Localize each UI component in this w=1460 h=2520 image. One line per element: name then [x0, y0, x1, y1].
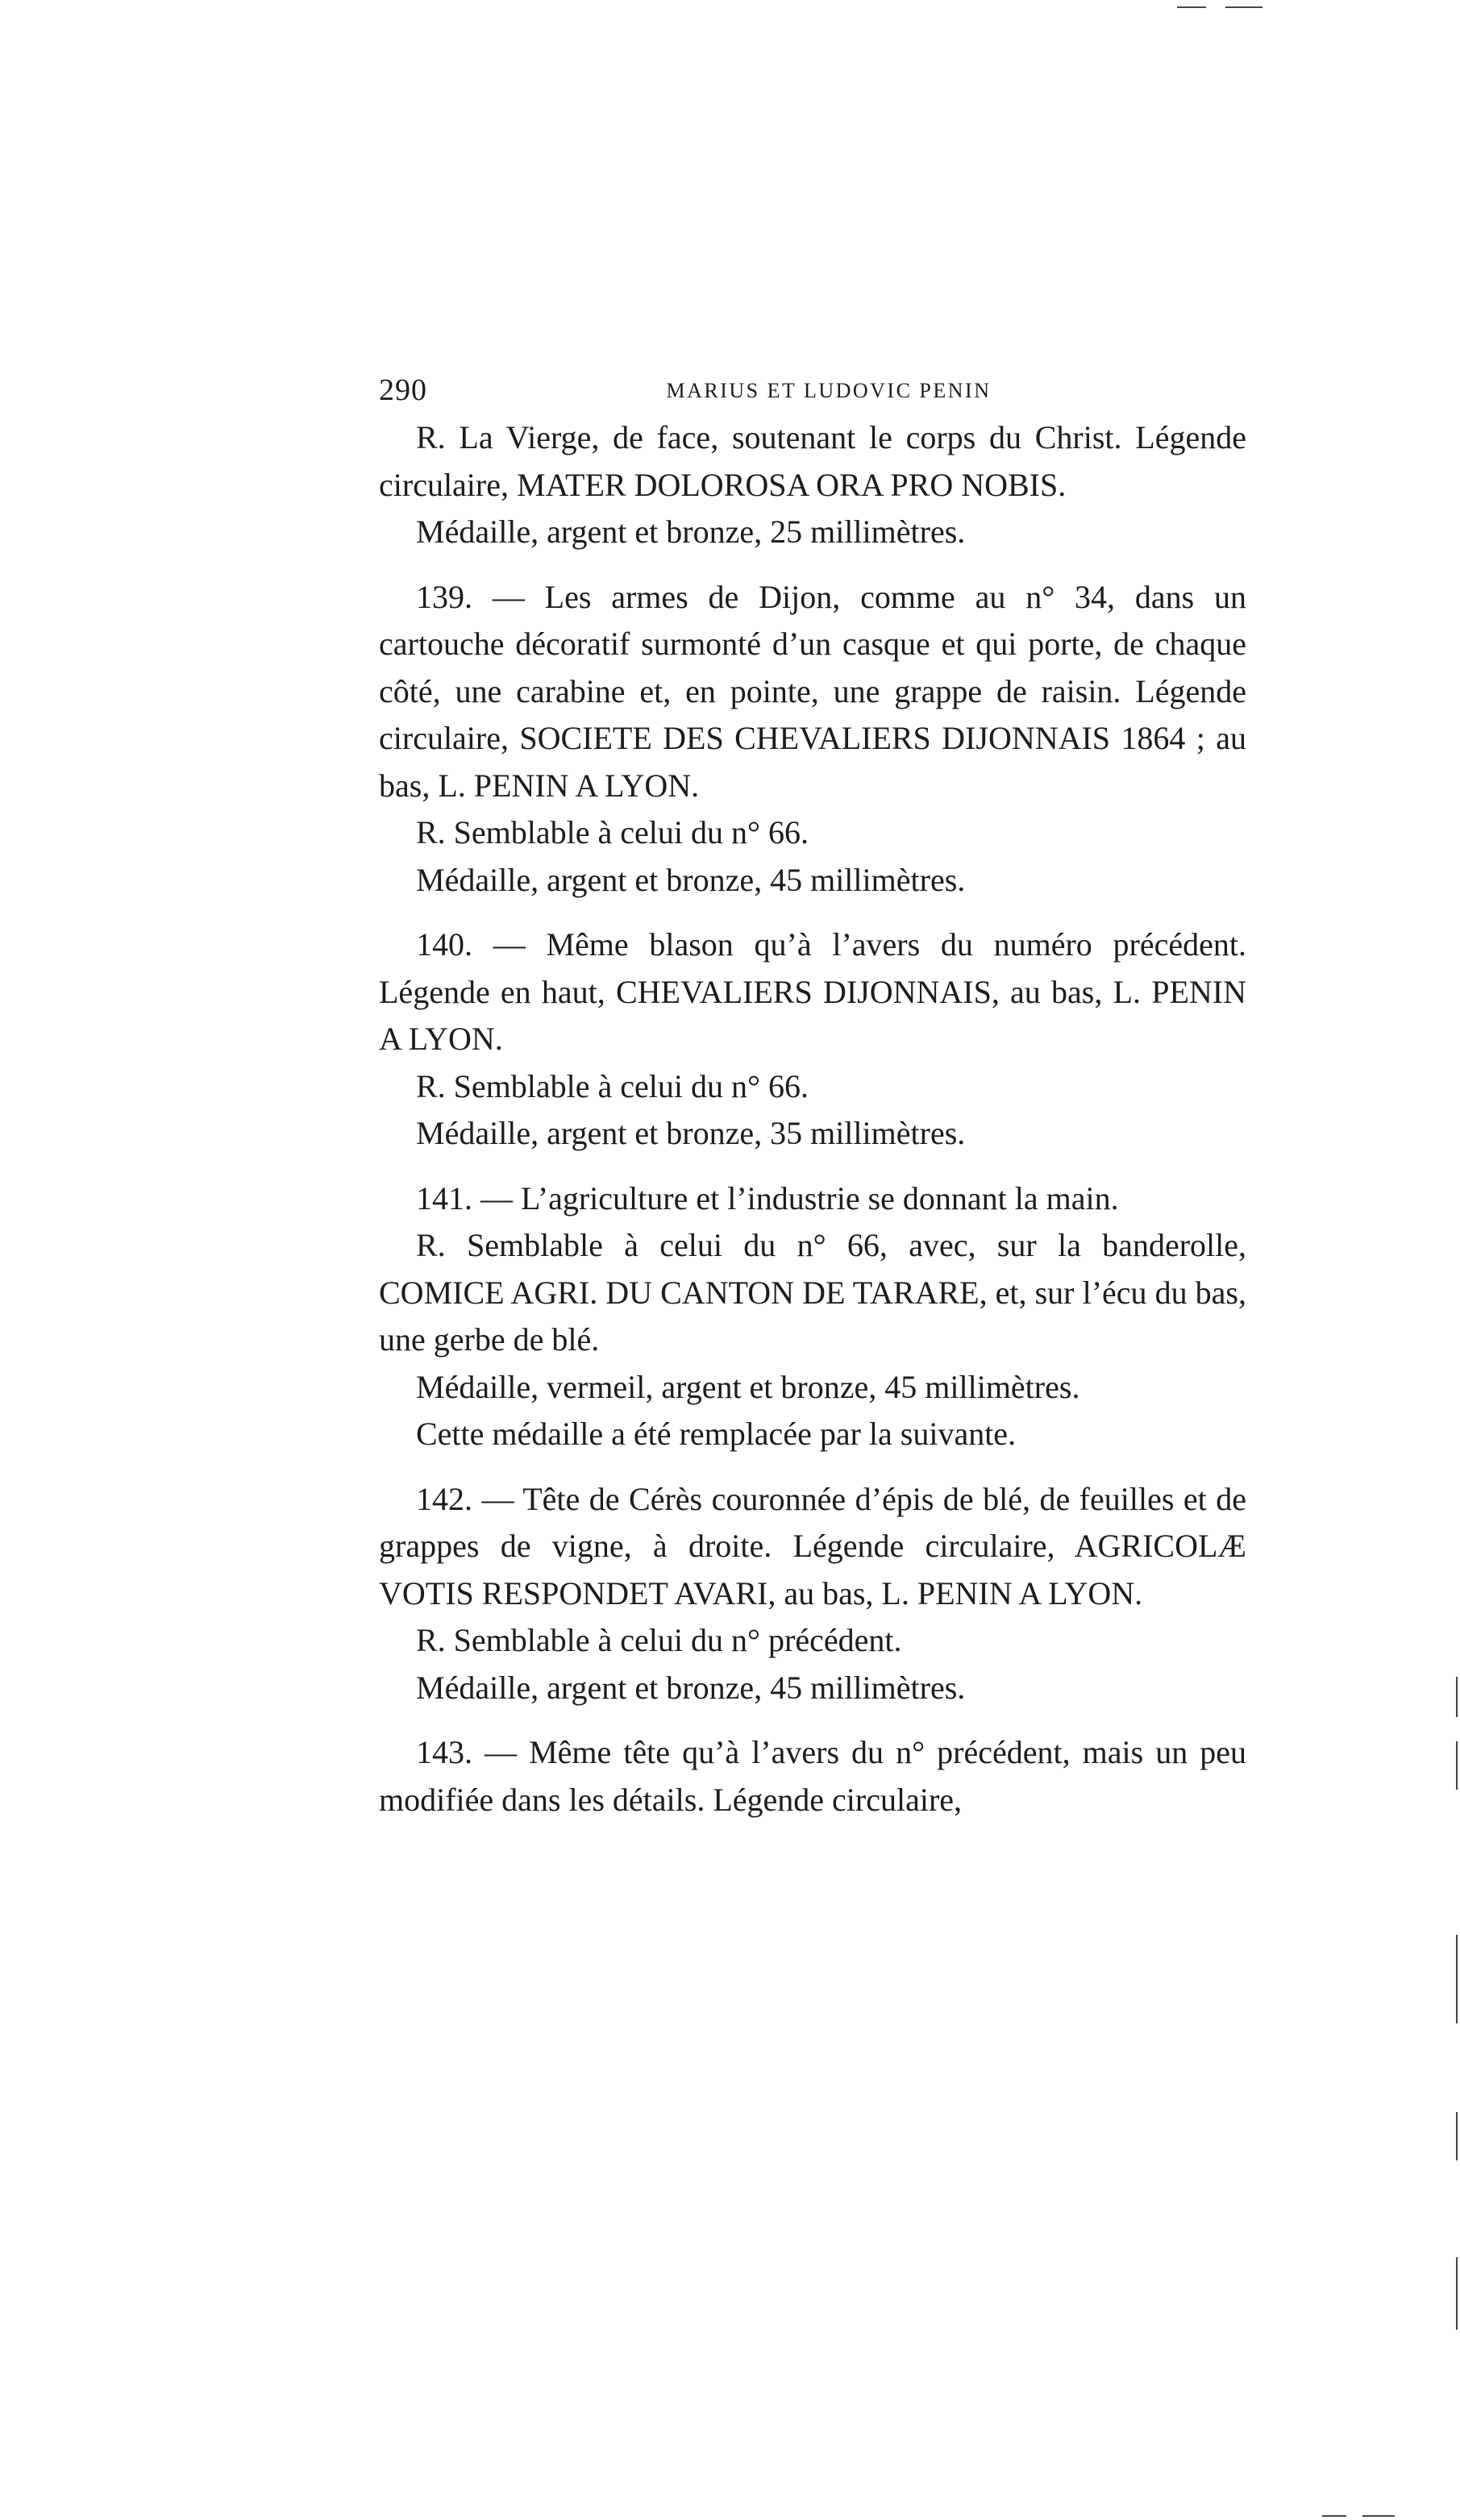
catalog-entry-139: 139. — Les armes de Dijon, comme au n° 34, dans un cartouche décoratif surmonté d’un casque et qui porte, de chaque côté, une carabine et, en pointe, une grappe de raisin. Légende circulaire, SOCIETE DES CHEVALIERS DIJONNAIS 1864 ; au bas, L. PENIN A LYON.: [379, 578, 1246, 804]
catalog-entry-142: 142. — Tête de Cérès couronnée d’épis de blé, de feuilles et de grappes de vigne, à droite. Légende circulaire, AGRICOLÆ VOTIS RESPONDET AVARI, au bas, L. PENIN A LYON.: [379, 1480, 1246, 1611]
paragraph: R. Semblable à celui du n° précédent.: [416, 1622, 902, 1658]
paragraph: Médaille, argent et bronze, 45 millimètres.: [416, 1669, 966, 1706]
scan-mark: [1456, 1677, 1458, 1717]
scan-mark: [1456, 1741, 1458, 1790]
scan-mark: [1322, 2515, 1346, 2517]
scan-mark: [1362, 2515, 1395, 2517]
running-head: MARIUS ET LUDOVIC PENIN: [666, 379, 992, 402]
paragraph: R. Semblable à celui du n° 66.: [416, 814, 809, 850]
catalog-entry-140: 140. — Même blason qu’à l’avers du numéro précédent. Légende en haut, CHEVALIERS DIJONNAIS, au bas, L. PENIN A LYON.: [379, 926, 1246, 1057]
scan-mark: [1225, 6, 1262, 8]
catalog-entry-143: 143. — Même tête qu’à l’avers du n° précédent, mais un peu modifiée dans les détails. Légende circulaire,: [379, 1734, 1246, 1818]
paragraph: R. Semblable à celui du n° 66, avec, sur la banderolle, COMICE AGRI. DU CANTON DE TARARE, et, sur l’écu du bas, une gerbe de blé.: [379, 1227, 1246, 1358]
paragraph: R. Semblable à celui du n° 66.: [416, 1067, 809, 1104]
page-body: [379, 372, 1246, 1823]
catalog-entry-141: 141. — L’agriculture et l’industrie se donnant la main.: [416, 1179, 1119, 1216]
paragraph: Médaille, argent et bronze, 45 millimètres.: [416, 861, 966, 898]
paragraph: Cette médaille a été remplacée par la suivante.: [416, 1416, 1017, 1452]
page-number: 290: [379, 373, 427, 407]
scan-mark: [1177, 6, 1206, 8]
paragraph: Médaille, argent et bronze, 35 millimètres.: [416, 1115, 966, 1151]
paragraph: Médaille, vermeil, argent et bronze, 45 millimètres.: [416, 1368, 1080, 1405]
page-header: [379, 372, 1246, 414]
paragraph: Médaille, argent et bronze, 25 millimètres.: [416, 514, 966, 550]
scan-mark: [1456, 2257, 1458, 2330]
scan-mark: [1456, 2112, 1458, 2160]
scan-mark: [1456, 1935, 1458, 2023]
paragraph: R. La Vierge, de face, soutenant le corps du Christ. Légende circulaire, MATER DOLOROSA ORA PRO NOBIS.: [379, 419, 1246, 503]
